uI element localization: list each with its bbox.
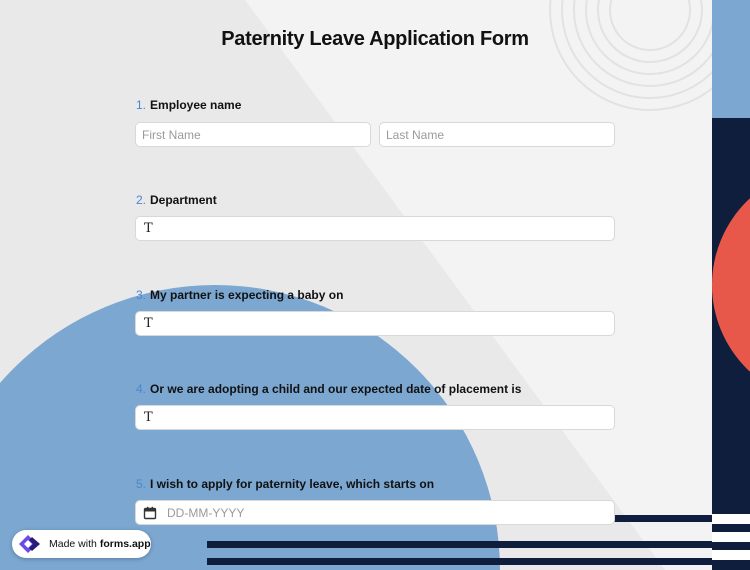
question-1-text: Employee name — [150, 98, 242, 112]
first-name-placeholder: First Name — [142, 127, 201, 142]
question-5-text: I wish to apply for paternity leave, which starts on — [150, 477, 435, 491]
question-4-label — [136, 382, 521, 396]
question-2-text: Department — [150, 193, 217, 207]
made-with-forms-app-badge[interactable] — [12, 530, 151, 558]
text-type-icon: T — [144, 410, 153, 425]
question-4-text: Or we are adopting a child and our expected date of placement is — [150, 382, 522, 396]
forms-app-logo-icon — [18, 534, 44, 554]
leave-start-date-field[interactable] — [135, 500, 615, 525]
badge-prefix: Made with — [49, 538, 97, 550]
question-1-number: 1. — [136, 98, 147, 112]
text-type-icon: T — [144, 316, 153, 331]
calendar-icon — [143, 506, 157, 520]
question-2-number: 2. — [136, 193, 147, 207]
badge-brand: forms.app — [99, 538, 151, 550]
question-4-number: 4. — [136, 382, 147, 396]
question-5-number: 5. — [136, 477, 147, 491]
question-3-text: My partner is expecting a baby on — [150, 288, 344, 302]
question-3-number: 3. — [136, 288, 147, 302]
question-1-label — [136, 98, 241, 112]
date-placeholder: DD-MM-YYYY — [167, 505, 245, 520]
form-title: Paternity Leave Application Form — [221, 28, 529, 50]
department-field[interactable] — [135, 216, 615, 241]
first-name-field[interactable] — [135, 122, 371, 147]
text-type-icon: T — [144, 221, 153, 236]
expected-birth-date-field[interactable] — [135, 311, 615, 336]
last-name-field[interactable] — [379, 122, 615, 147]
question-5-label — [136, 477, 434, 491]
question-3-label — [136, 288, 343, 302]
last-name-placeholder: Last Name — [386, 127, 445, 142]
placement-date-field[interactable] — [135, 405, 615, 430]
question-2-label — [136, 193, 217, 207]
